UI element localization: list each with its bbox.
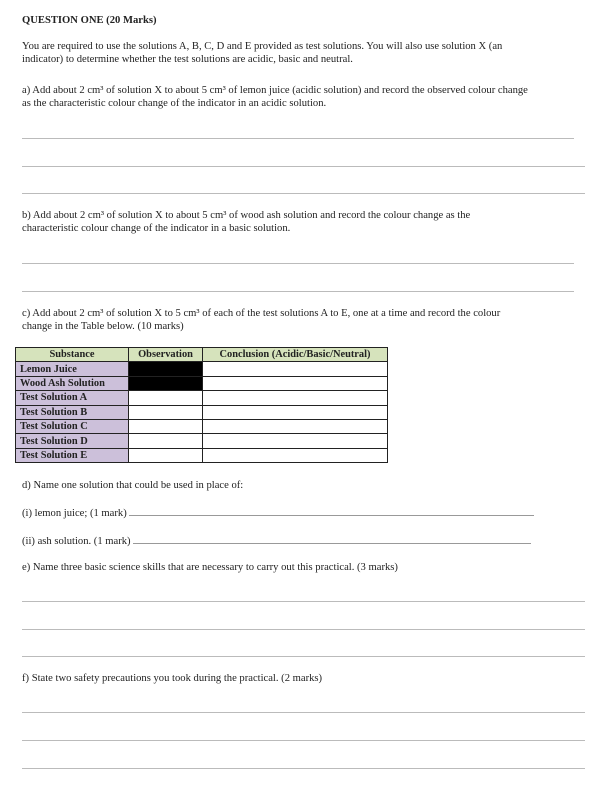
- answer-line[interactable]: [133, 534, 531, 544]
- table-row: [16, 362, 388, 376]
- substance-cell: Lemon Juice: [16, 362, 129, 376]
- answer-line[interactable]: [22, 193, 585, 194]
- substance-cell: Wood Ash Solution: [16, 376, 129, 390]
- observation-cell[interactable]: [129, 405, 203, 419]
- part-d: d) Name one solution that could be used in place of:: [22, 480, 244, 491]
- part-d-i: (i) lemon juice; (1 mark): [22, 508, 127, 519]
- conclusion-cell[interactable]: [203, 448, 388, 462]
- results-table: [15, 347, 388, 463]
- question-title: QUESTION ONE (20 Marks): [22, 15, 157, 26]
- header-observation: Observation: [129, 348, 203, 362]
- observation-cell[interactable]: [129, 419, 203, 433]
- part-b-line-1: b) Add about 2 cm³ of solution X to about 5 cm³ of wood ash solution and record the colour change as the: [22, 210, 471, 221]
- table-row: [16, 391, 388, 405]
- answer-line[interactable]: [22, 291, 574, 292]
- intro-line-2: indicator) to determine whether the test solutions are acidic, basic and neutral.: [22, 54, 353, 65]
- answer-line[interactable]: [22, 656, 585, 657]
- part-c-line-1: c) Add about 2 cm³ of solution X to 5 cm³ of each of the test solutions A to E, one at a time and record the colour: [22, 308, 501, 319]
- conclusion-cell[interactable]: [203, 434, 388, 448]
- answer-line[interactable]: [22, 138, 574, 139]
- observation-cell[interactable]: [129, 391, 203, 405]
- observation-cell[interactable]: [129, 448, 203, 462]
- part-e: e) Name three basic science skills that are necessary to carry out this practical. (3 marks): [22, 562, 398, 573]
- table-row: [16, 448, 388, 462]
- conclusion-cell[interactable]: [203, 362, 388, 376]
- answer-line[interactable]: [22, 768, 585, 769]
- answer-line[interactable]: [22, 740, 585, 741]
- part-c-line-2: change in the Table below. (10 marks): [22, 321, 184, 332]
- observation-cell-shaded: [129, 362, 203, 376]
- header-substance: Substance: [16, 348, 129, 362]
- observation-cell[interactable]: [129, 434, 203, 448]
- conclusion-cell[interactable]: [203, 405, 388, 419]
- table-row: [16, 434, 388, 448]
- conclusion-cell[interactable]: [203, 391, 388, 405]
- substance-cell: Test Solution C: [16, 419, 129, 433]
- answer-line[interactable]: [22, 712, 585, 713]
- table-row: [16, 405, 388, 419]
- conclusion-cell[interactable]: [203, 376, 388, 390]
- table-row: [16, 376, 388, 390]
- answer-line[interactable]: [22, 629, 585, 630]
- part-d-ii: (ii) ash solution. (1 mark): [22, 536, 131, 547]
- table-row: [16, 419, 388, 433]
- answer-line[interactable]: [129, 506, 534, 516]
- substance-cell: Test Solution E: [16, 448, 129, 462]
- part-b-line-2: characteristic colour change of the indicator in a basic solution.: [22, 223, 291, 234]
- answer-line[interactable]: [22, 263, 574, 264]
- substance-cell: Test Solution B: [16, 405, 129, 419]
- answer-line[interactable]: [22, 601, 585, 602]
- observation-cell-shaded: [129, 376, 203, 390]
- part-f: f) State two safety precautions you took during the practical. (2 marks): [22, 673, 323, 684]
- substance-cell: Test Solution D: [16, 434, 129, 448]
- intro-line-1: You are required to use the solutions A, B, C, D and E provided as test solutions. You will also use solution X (an: [22, 41, 503, 52]
- conclusion-cell[interactable]: [203, 419, 388, 433]
- substance-cell: Test Solution A: [16, 391, 129, 405]
- answer-line[interactable]: [22, 166, 585, 167]
- part-a-line-1: a) Add about 2 cm³ of solution X to about 5 cm³ of lemon juice (acidic solution) and record the observed colour change: [22, 85, 528, 96]
- header-conclusion: Conclusion (Acidic/Basic/Neutral): [203, 348, 388, 362]
- part-a-line-2: as the characteristic colour change of the indicator in an acidic solution.: [22, 98, 327, 109]
